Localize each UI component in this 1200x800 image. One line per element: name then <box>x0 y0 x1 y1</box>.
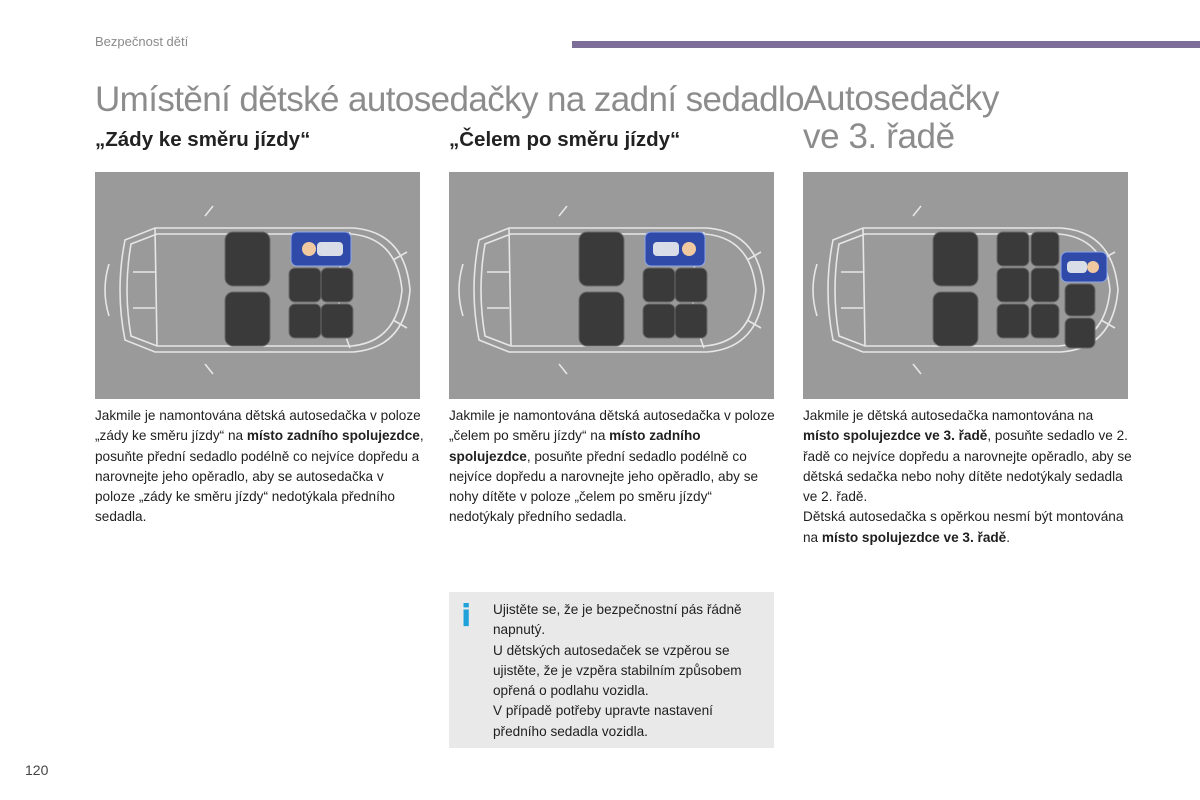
side-title-line2: ve 3. řadě <box>803 117 955 156</box>
subtitle-forward-facing: „Čelem po směru jízdy“ <box>449 128 681 151</box>
car-top-view-rear-facing-icon <box>95 172 420 399</box>
body-text-rear-facing: Jakmile je namontována dětská autosedačka v poloze „zády ke směru jízdy“ na místo zadního spolujezdce, posuňte přední sedadlo podélně co nejvíce dopředu a narovnejte jeho opěradlo, aby se autosedačka v poloze „zády ke směru jízdy“ nedotýkala předního sedadla. <box>95 408 424 525</box>
info-paragraph: U dětských autosedaček se vzpěrou se ujistěte, že je vzpěra stabilním způsobem opřená o podlahu vozidla. <box>493 642 742 699</box>
emphasis-seat-position: místo zadního spolujezdce <box>246 428 420 444</box>
emphasis-seat-position: místo spolujezdce ve 3. řadě <box>821 529 1007 545</box>
figure-rear-facing <box>95 172 420 399</box>
page-number: 120 <box>25 762 49 778</box>
info-paragraph: V případě potřeby upravte nastavení předního sedadla vozidla. <box>493 703 713 739</box>
info-box <box>449 592 774 748</box>
figure-forward-facing <box>449 172 774 399</box>
section-accent-bar <box>572 41 1200 48</box>
body-text-third-row: Jakmile je dětská autosedačka namontována na místo spolujezdce ve 3. řadě, posuňte sedadlo ve 2. řadě co nejvíce dopředu a narovnejte opěradlo, aby se dětská sedačka nebo nohy dítěte nedotýkaly sedadla ve 2. řadě. Dětská autosedačka s opěrkou nesmí být montována na místo spolujezdce ve 3. řadě. <box>803 408 1132 545</box>
side-title <box>803 80 999 156</box>
car-top-view-third-row-icon <box>803 172 1128 399</box>
emphasis-seat-position: místo zadního spolujezdce <box>449 428 701 464</box>
figure-third-row <box>803 172 1128 399</box>
side-title-line1: Autosedačky <box>803 79 999 118</box>
car-top-view-forward-facing-icon <box>449 172 774 399</box>
info-icon: i <box>461 599 472 634</box>
section-label: Bezpečnost dětí <box>95 34 189 49</box>
emphasis-seat-position: místo spolujezdce ve 3. řadě <box>803 428 988 444</box>
body-text-forward-facing: Jakmile je namontována dětská autosedačka v poloze „čelem po směru jízdy“ na místo zadního spolujezdce, posuňte přední sedadlo podélně co nejvíce dopředu a narovnejte jeho opěradlo, aby se nohy dítěte v poloze „čelem po směru jízdy“ nedotýkaly předního sedadla. <box>449 408 775 525</box>
page-title: Umístění dětské autosedačky na zadní sedadlo <box>95 80 805 119</box>
info-paragraph: Ujistěte se, že je bezpečnostní pás řádně napnutý. <box>493 602 742 638</box>
subtitle-rear-facing: „Zády ke směru jízdy“ <box>95 128 311 151</box>
info-text <box>493 600 763 742</box>
